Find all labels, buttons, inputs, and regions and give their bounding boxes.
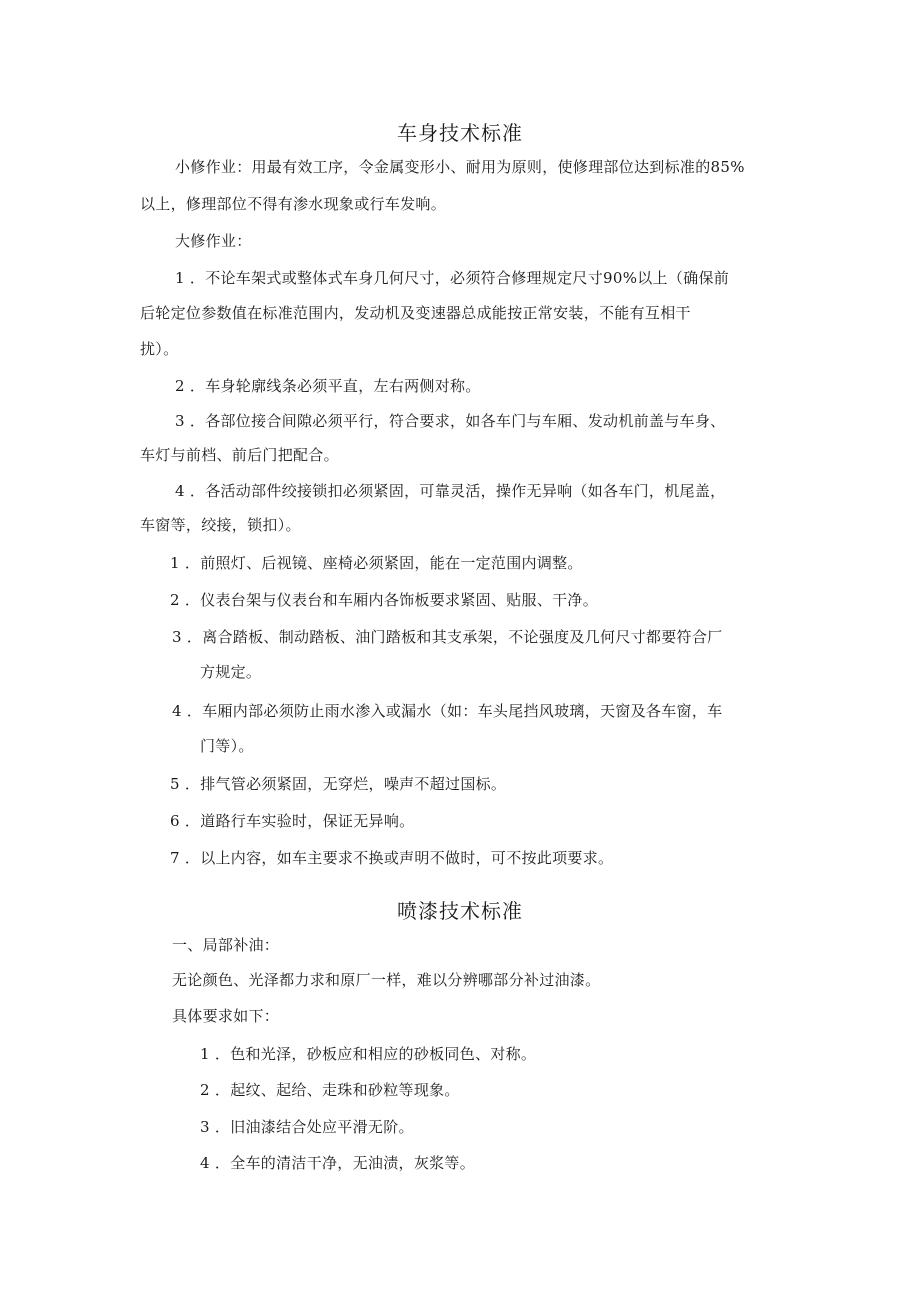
item-1-line-2: 后轮定位参数值在标准范围内，发动机及变速器总成能按正常安装，不能有互相干 (140, 304, 691, 322)
item-1-line-3: 扰）。 (140, 340, 179, 358)
item-2: 2 ．车身轮廓线条必须平直，左右两侧对称。 (175, 377, 481, 395)
major-repair-label: 大修作业： (175, 232, 252, 250)
minor-repair-line-2: 以上，修理部位不得有渗水现象或行车发响。 (140, 195, 447, 213)
requirement-1: 1 ．色和光泽，砂板应和相应的砂板同色、对称。 (200, 1045, 537, 1063)
paint-standard-title: 喷漆技术标准 (397, 899, 523, 923)
requirement-3: 3 ．旧油漆结合处应平滑无阶。 (200, 1118, 414, 1136)
requirement-4: 4 ．全车的清洁干净，无油渍，灰浆等。 (200, 1154, 476, 1172)
sub-item-1: 1 ．前照灯、后视镜、座椅必须紧固，能在一定范围内调整。 (170, 554, 583, 572)
sub-item-4-line-1: 4 ．车厢内部必须防止雨水渗入或漏水（如：车头尾挡风玻璃，天窗及各车窗，车 (172, 702, 723, 720)
item-3-line-2: 车灯与前档、前后门把配合。 (140, 446, 339, 464)
paint-paragraph-1: 无论颜色、光泽都力求和原厂一样，难以分辨哪部分补过油漆。 (172, 971, 601, 989)
sub-item-5: 5 ．排气管必须紧固，无穿烂，噪声不超过国标。 (170, 775, 507, 793)
part-1-label: 一、局部补油： (172, 936, 280, 954)
sub-item-3-line-1: 3 ．离合踏板、制动踏板、油门踏板和其支承架，不论强度及几何尺寸都要符合厂 (172, 628, 723, 646)
requirement-2: 2 ．起纹、起给、走珠和砂粒等现象。 (200, 1081, 460, 1099)
sub-item-7: 7 ．以上内容，如车主要求不换或声明不做时，可不按此项要求。 (170, 849, 614, 867)
item-1-line-1: 1 ．不论车架式或整体式车身几何尺寸，必须符合修理规定尺寸90%以上（确保前 (175, 269, 730, 287)
item-3-line-1: 3 ．各部位接合间隙必须平行，符合要求，如各车门与车厢、发动机前盖与车身、 (175, 412, 726, 430)
sub-item-2: 2 ．仪表台架与仪表台和车厢内各饰板要求紧固、贴服、干净。 (170, 591, 599, 609)
sub-item-6: 6 ．道路行车实验时，保证无异响。 (170, 812, 415, 830)
minor-repair-line-1: 小修作业：用最有效工序，令金属变形小、耐用为原则，使修理部位达到标准的85% (175, 158, 745, 176)
item-4-line-1: 4 ．各活动部件绞接锁扣必须紧固，可靠灵活，操作无异响（如各车门，机尾盖， (175, 482, 726, 500)
body-standard-title: 车身技术标准 (397, 121, 523, 145)
sub-item-4-line-2: 门等）。 (200, 737, 254, 755)
requirements-label: 具体要求如下： (172, 1007, 280, 1025)
sub-item-3-line-2: 方规定。 (200, 663, 262, 681)
item-4-line-2: 车窗等，绞接，锁扣）。 (140, 516, 301, 534)
